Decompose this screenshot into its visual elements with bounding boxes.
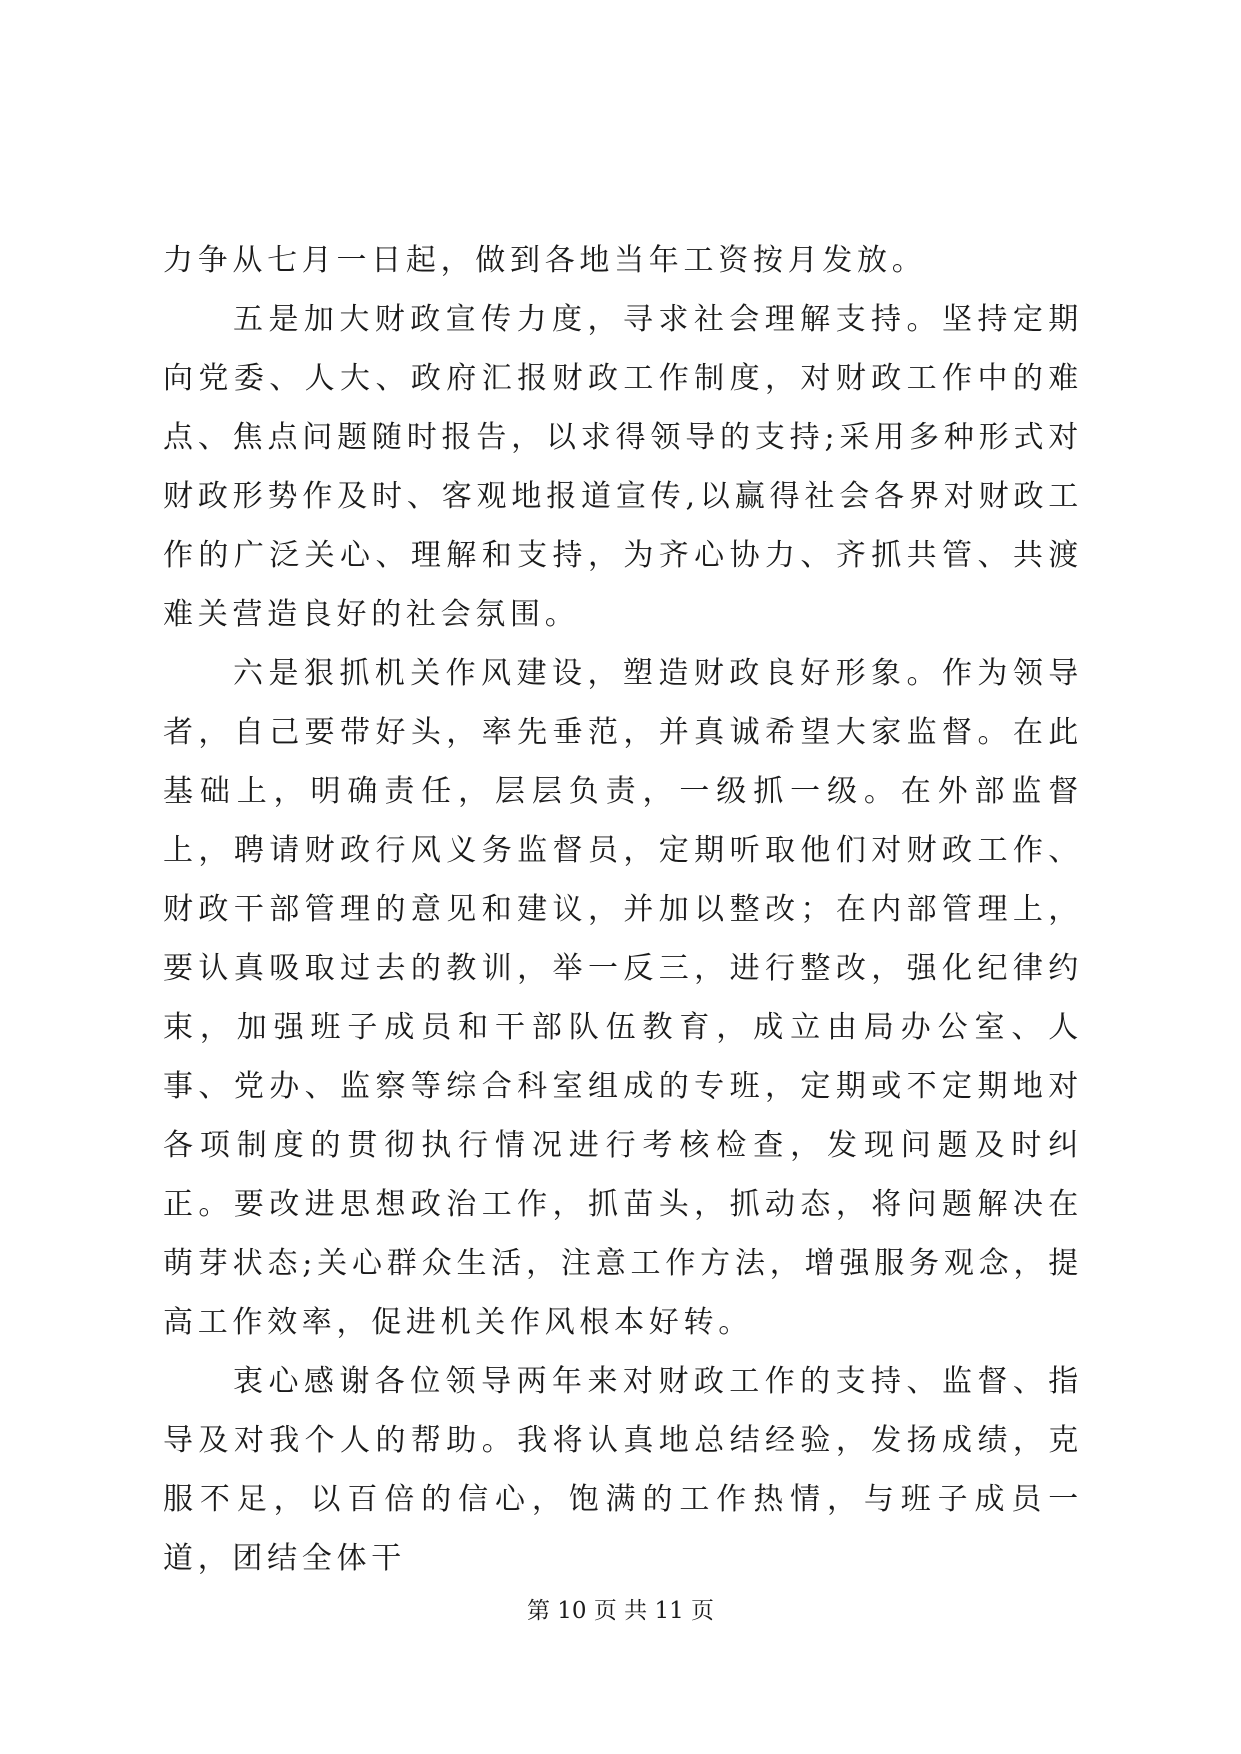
page-number-footer: 第 10 页 共 11 页 bbox=[526, 1598, 715, 1624]
paragraph-continued: 力争从七月一日起，做到各地当年工资按月发放。 bbox=[163, 243, 927, 278]
body-text bbox=[163, 231, 1083, 1588]
paragraph-six: 六是狠抓机关作风建设，塑造财政良好形象。作为领导者，自己要带好头，率先垂范，并真诚希望大家监督。在此基础上，明确责任，层层负责，一级抓一级。在外部监督上，聘请财政行风义务监督员，定期听取他们对财政工作、财政干部管理的意见和建议，并加以整改；在内部管理上，要认真吸取过去的教训，举一反三，进行整改，强化纪律约束，加强班子成员和干部队伍教育，成立由局办公室、人事、党办、监察等综合科室组成的专班，定期或不定期地对各项制度的贯彻执行情况进行考核检查，发现问题及时纠正。要改进思想政治工作，抓苗头，抓动态，将问题解决在萌芽状态;关心群众生活，注意工作方法，增强服务观念，提高工作效率，促进机关作风根本好转。 bbox=[163, 656, 1083, 1340]
paragraph-thanks: 衷心感谢各位领导两年来对财政工作的支持、监督、指导及对我个人的帮助。我将认真地总结经验，发扬成绩，克服不足，以百倍的信心，饱满的工作热情，与班子成员一道，团结全体干 bbox=[163, 1364, 1083, 1576]
paragraph-five: 五是加大财政宣传力度，寻求社会理解支持。坚持定期向党委、人大、政府汇报财政工作制度，对财政工作中的难点、焦点问题随时报告，以求得领导的支持;采用多种形式对财政形势作及时、客观地报道宣传,以赢得社会各界对财政工作的广泛关心、理解和支持，为齐心协力、齐抓共管、共渡难关营造良好的社会氛围。 bbox=[163, 302, 1083, 632]
